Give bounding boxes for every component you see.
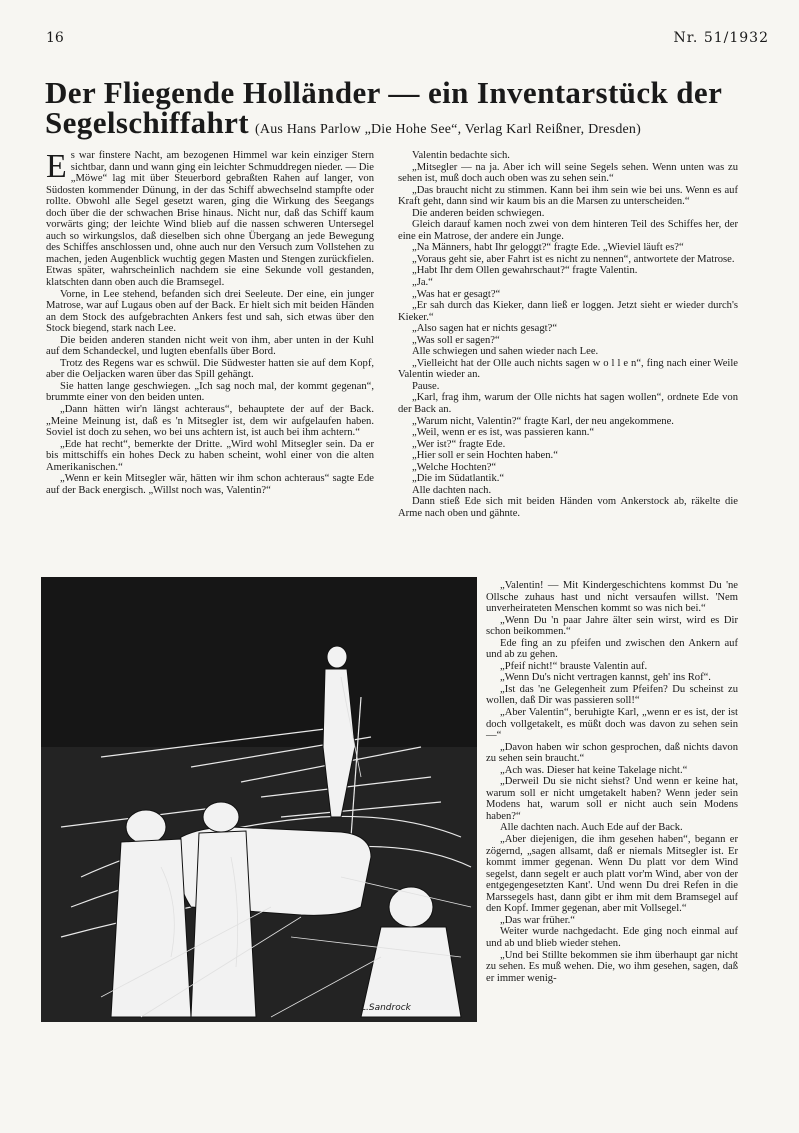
illustration-drawing [41, 577, 477, 1022]
column-right-bottom [486, 580, 738, 984]
paragraph: „Aber Valentin“, beruhigte Karl, „wenn er es ist, der ist doch vollgetakelt, es müßt doch was davon zu sehen sein —“ [486, 707, 738, 742]
paragraph: „Ede hat recht“, bemerkte der Dritte. „Wird wohl Mitsegler sein. Da er bis mittschiffs ein hohes Deck zu haben scheint, wohl einer von die alten Amerikanischen.“ [46, 438, 374, 473]
paragraph: Die anderen beiden schwiegen. [412, 207, 545, 219]
paragraph: „Karl, frag ihm, warum der Olle nichts hat sagen wollen“, ordnete Ede von der Back an. [398, 392, 738, 416]
paragraph: „Das braucht nicht zu stimmen. Kann bei ihm sein wie bei uns. Wenn es auf Kraft geht, dann sind wir kaum bis an die Marsen zu unterscheiden.“ [398, 184, 738, 208]
paragraph: „Davon haben wir schon gesprochen, daß nichts davon zu sehen sein braucht.“ [486, 741, 738, 765]
paragraph [46, 150, 374, 289]
paragraph: „Valentin! — Mit Kindergeschichtens kommst Du 'ne Ollsche zuhaus hast und nicht versaufen willst. 'Nem unverheirateten Menschen kommt so was nich bei.“ [486, 580, 738, 615]
paragraph: „Warum nicht, Valentin?“ fragte Karl, der neu angekommene. [412, 415, 674, 427]
column-right-top [398, 150, 738, 520]
paragraph: Weiter wurde nachgedacht. Ede ging noch einmal auf und ab und blieb wieder stehen. [486, 926, 738, 949]
paragraph: „Wenn Du 'n paar Jahre älter sein wirst, wird es Dir schon beikommen.“ [486, 614, 738, 638]
paragraph: Alle schwiegen und sahen wieder nach Lee. [412, 346, 599, 358]
paragraph-rest: s war finstere Nacht, am bezogenen Himmel war kein einziger Stern sichtbar, dann und wann ging ein leichter Schmuddregen nieder. — Die „Möwe“ lag mit über Steuerbord gebraßten Rahen auf langer, von Südosten kommender Dünung, in der das Schiff abwechselnd stampfte oder rollte. Obwohl alle Segel gesetzt waren, ging die Wirkung des Seegangs doch über die der schwachen Brise hinaus. Nicht nur, daß das Schiff kaum vorwärts ging; der leichte Wind blieb auf die nassen schweren Untersegel auch so wirkungslos, daß dieselben sich ohne Übergang an jede Bewegung des Schiffes anschlossen und, ohne auch nur den Versuch zum Vollstehen zu machen, jeden Augenblick wuchtig gegen Masten und Stengen zurückfielen. Etwas später, wahrscheinlich nachdem sie eine Sekunde voll gestanden, klatschten dann oben auch die Bramsegel. [46, 150, 374, 289]
column-left [46, 150, 374, 496]
paragraph: „Weil, wenn er es ist, was passieren kann.“ [412, 427, 595, 439]
paragraph: Alle dachten nach. [412, 484, 492, 496]
title-text: Der Fliegende Holländer — ein Inventarstück der Segelschiffahrt [45, 75, 722, 140]
paragraph: Sie hatten lange geschwiegen. „Ich sag noch mal, der kommt gegenan“, brummte einer von den beiden unten. [46, 380, 374, 404]
paragraph: Ede fing an zu pfeifen und zwischen den Ankern auf und ab zu gehen. [486, 637, 738, 661]
issue-number: Nr. 51/1932 [673, 30, 769, 46]
paragraph: „Mitsegler — na ja. Aber ich will seine Segels sehen. Wenn unten was zu sehen ist, muß doch auch oben was zu sehen sein.“ [398, 161, 738, 185]
paragraph: „Na Männers, habt Ihr geloggt?“ fragte Ede. „Wieviel läuft es?“ [412, 242, 684, 254]
paragraph: „Voraus geht sie, aber Fahrt ist es nicht zu nennen“, antwortete der Matrose. [412, 253, 735, 265]
paragraph: Trotz des Regens war es schwül. Die Südwester hatten sie auf dem Kopf, aber die Oeljacken waren über das Spill gehängt. [46, 357, 374, 381]
page-number: 16 [46, 30, 64, 46]
paragraph: „Ja.“ [412, 277, 433, 289]
paragraph: „Wenn Du's nicht vertragen kannst, geh' ins Rof“. [500, 672, 711, 684]
paragraph: Vorne, in Lee stehend, befanden sich drei Seeleute. Der eine, ein junger Matrose, war auf Lugaus oben auf der Back. Er hielt sich mit beiden Händen an dem Stock des aufgebrachten Ankers fest und sah, sich etwas über den Stock biegend, stark nach Lee. [46, 288, 374, 335]
paragraph: „Derweil Du sie nicht siehst? Und wenn er keine hat, warum soll er nicht umgetakelt haben? Wenn jeder sein Modens hat, warum soll er nicht auch sein Modens haben?“ [486, 776, 738, 822]
paragraph: „Was soll er sagen?“ [412, 334, 500, 346]
article-title [45, 75, 785, 145]
illustration-sailors-on-deck [41, 577, 477, 1022]
paragraph: Pause. [412, 380, 440, 392]
paragraph: „Vielleicht hat der Olle auch nichts sagen w o l l e n“, fing nach einer Weile Valentin wieder an. [398, 357, 738, 381]
illustration-signature: L.Sandrock [361, 1003, 411, 1013]
paragraph: „Und bei Stillte bekommen sie ihm überhaupt gar nicht zu sehen. Es muß wehen. Die, wo ihm gesehen, sagen, daß er immer wenig- [486, 949, 738, 984]
paragraph: „Die im Südatlantik.“ [412, 473, 505, 485]
paragraph: „Er sah durch das Kieker, dann ließ er loggen. Jetzt sieht er wieder durch's Kieker.“ [398, 300, 738, 323]
paragraph: „Wenn er kein Mitsegler wär, hätten wir ihm schon achteraus“ sagte Ede auf der Back energisch. „Willst noch was, Valentin?“ [46, 473, 374, 496]
paragraph: „Ach was. Dieser hat keine Takelage nicht.“ [500, 764, 688, 776]
paragraph: „Das war früher.“ [500, 914, 575, 926]
paragraph: „Dann hätten wir'n längst achteraus“, behauptete der auf der Back. „Meine Meinung ist, daß es 'n Mitsegler ist, dem wir aufgelaufen haben. Soviel ist doch zu sehen, wo bei uns achtern ist, ist auch bei ihm achtern.“ [46, 404, 374, 439]
paragraph: „Hier soll er sein Hochten haben.“ [412, 450, 558, 462]
paragraph: „Pfeif nicht!“ brauste Valentin auf. [500, 660, 648, 672]
paragraph: Dann stieß Ede sich mit beiden Händen vom Ankerstock ab, räkelte die Arme nach oben und gähnte. [398, 496, 738, 519]
paragraph: „Ist das 'ne Gelegenheit zum Pfeifen? Du scheinst zu wollen, daß Dir was passieren soll!“ [486, 683, 738, 707]
paragraph: Gleich darauf kamen noch zwei von dem hinteren Teil des Schiffes her, der eine ein Matrose, der andere ein Junge. [398, 219, 738, 242]
article-source: (Aus Hans Parlow „Die Hohe See“, Verlag Karl Reißner, Dresden) [255, 122, 641, 137]
paragraph: „Was hat er gesagt?“ [412, 288, 501, 300]
paragraph: Alle dachten nach. Auch Ede auf der Back. [500, 822, 683, 834]
paragraph: „Also sagen hat er nichts gesagt?“ [412, 323, 558, 335]
paragraph: „Habt Ihr dem Ollen gewahrschaut?“ fragte Valentin. [412, 265, 638, 277]
paragraph: „Wer ist?“ fragte Ede. [412, 438, 506, 450]
paragraph: Die beiden anderen standen nicht weit von ihm, aber unten in der Kuhl auf dem Schandeckel, und lugten ebenfalls über Bord. [46, 334, 374, 358]
paragraph: Valentin bedachte sich. [412, 150, 510, 161]
paragraph: „Aber diejenigen, die ihm gesehen haben“, begann er zögernd, „sagen allsamt, daß er niemals Mitsegler ist. Er kommt immer gegenan. Wenn Du platt vor dem Wind segelst, dann segelt er auch platt vor'm Wind, aber von der entgegengesetzten Kant'. Und wenn Du drei Refen in die Marssegels hast, dann gibt er ihm mit dem Bramsegel auf den Kopf. Immer gegenan, aber mit Vollsegel.“ [486, 834, 738, 915]
drop-cap: E [46, 148, 67, 185]
paragraph: „Welche Hochten?“ [412, 461, 497, 473]
